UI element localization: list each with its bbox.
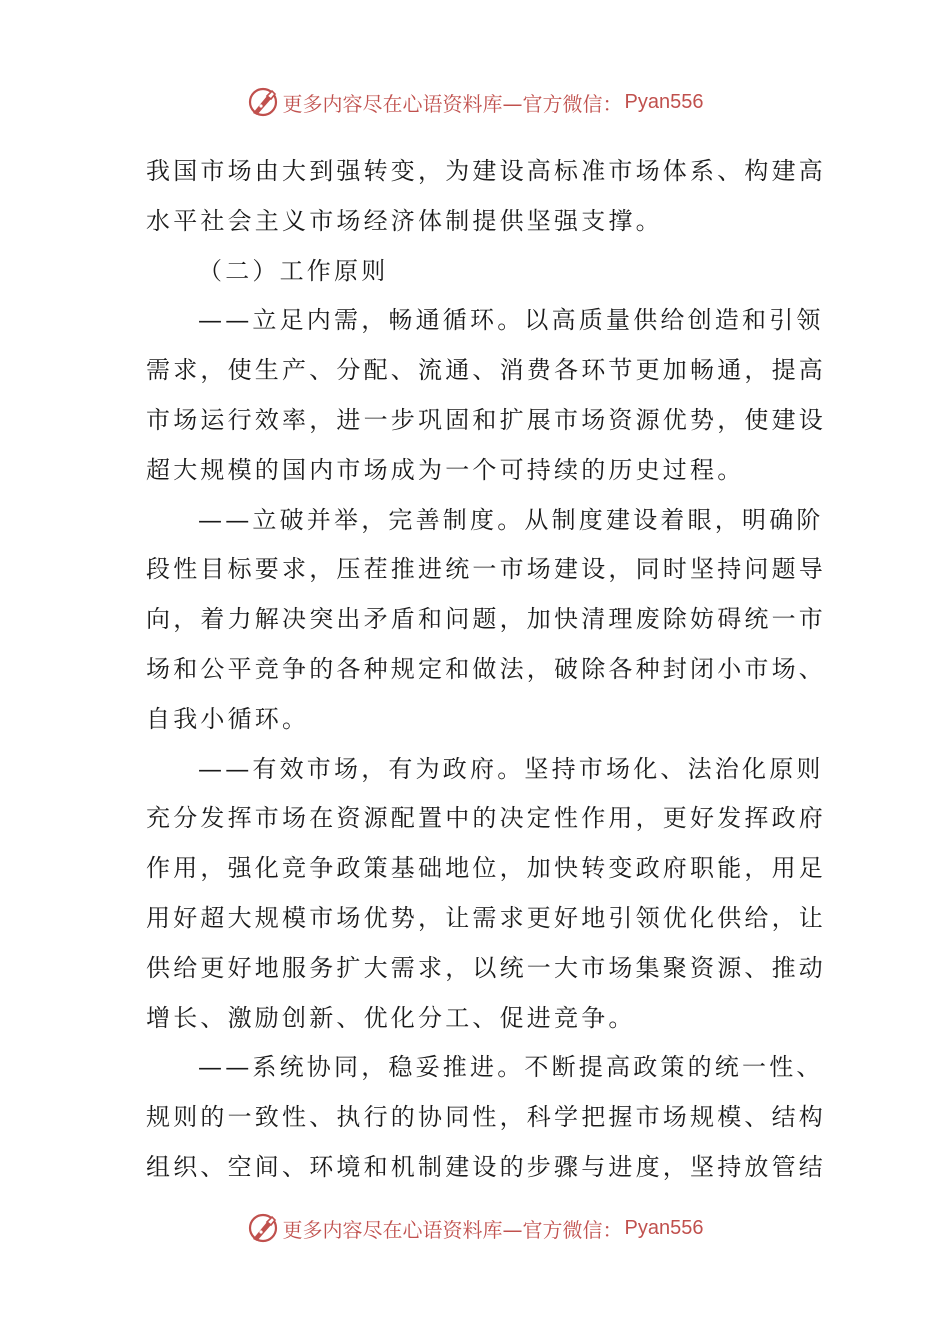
text-line: 组织、空间、环境和机制建设的步骤与进度，坚持放管结 — [146, 1152, 826, 1181]
text-line: 我国市场由大到强转变，为建设高标准市场体系、构建高 — [146, 157, 826, 185]
section-heading: （二）工作原则 — [198, 256, 389, 285]
pen-nib-logo-icon — [247, 86, 279, 118]
text-line: 充分发挥市场在资源配置中的决定性作用，更好发挥政府 — [146, 804, 826, 833]
text-line: 规则的一致性、执行的协同性，科学把握市场规模、结构 — [146, 1103, 826, 1132]
text-line: 用好超大规模市场优势，让需求更好地引领优化供给，让 — [146, 903, 826, 932]
watermark-contact: Pyan556 — [624, 90, 704, 113]
footer-watermark — [0, 1208, 950, 1248]
pen-nib-logo-icon — [247, 1212, 279, 1244]
text-line: 水平社会主义市场经济体制提供坚强支撑。 — [146, 206, 663, 235]
header-watermark — [0, 82, 950, 122]
watermark-text: 更多内容尽在心语资料库—官方微信： — [282, 91, 623, 116]
text-line: 需求，使生产、分配、流通、消费各环节更加畅通，提高 — [146, 356, 826, 385]
text-line: 供给更好地服务扩大需求，以统一大市场集聚资源、推动 — [146, 953, 826, 982]
text-line: 段性目标要求，压茬推进统一市场建设，同时坚持问题导 — [146, 555, 826, 584]
text-line: 场和公平竞争的各种规定和做法，破除各种封闭小市场、 — [146, 654, 826, 683]
text-line: ——立破并举，完善制度。从制度建设着眼，明确阶 — [198, 505, 824, 534]
text-line: 作用，强化竞争政策基础地位，加快转变政府职能，用足 — [146, 854, 826, 883]
text-line: 市场运行效率，进一步巩固和扩展市场资源优势，使建设 — [146, 405, 826, 434]
text-line: 增长、激励创新、优化分工、促进竞争。 — [146, 1003, 636, 1032]
document-body — [146, 147, 826, 1193]
text-line: ——有效市场，有为政府。坚持市场化、法治化原则 — [198, 754, 824, 783]
text-line: 向，着力解决突出矛盾和问题，加快清理废除妨碍统一市 — [146, 605, 826, 634]
text-line: ——系统协同，稳妥推进。不断提高政策的统一性、 — [198, 1053, 824, 1082]
text-line: 自我小循环。 — [146, 704, 310, 733]
text-line: 超大规模的国内市场成为一个可持续的历史过程。 — [146, 455, 745, 484]
watermark-text: 更多内容尽在心语资料库—官方微信： — [282, 1217, 623, 1242]
text-line: ——立足内需，畅通循环。以高质量供给创造和引领 — [198, 306, 824, 335]
watermark-contact: Pyan556 — [624, 1216, 704, 1239]
